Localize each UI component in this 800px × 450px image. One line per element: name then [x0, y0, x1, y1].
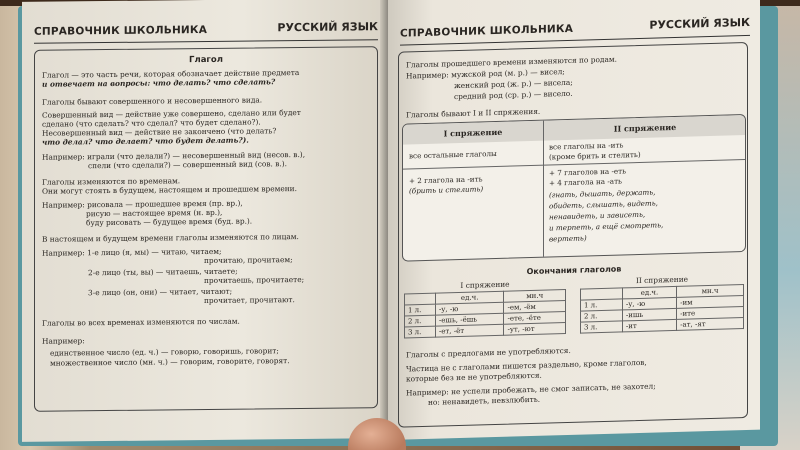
table-cell: мн.ч	[677, 285, 744, 298]
conjugation-cell: (кроме брить и стелить)	[549, 149, 641, 162]
endings-i-title: I спряжение	[460, 279, 510, 290]
table-cell: -ете, -ёте	[504, 312, 566, 325]
text-line: Совершенный вид — действие уже совершено, сделано или будет	[42, 107, 301, 120]
conjugation-table	[402, 114, 746, 262]
conjugation-cell: вертеть)	[549, 233, 587, 244]
text-line: Например: рисовала — прошедшее время (пр. вр.),	[42, 198, 243, 210]
table-cell: -ит	[622, 319, 676, 332]
text-line: женский род (ж. р.) — висела;	[454, 77, 573, 91]
endings-ii-title: II спряжение	[635, 274, 689, 286]
text-line: и отвечает на вопросы: что делать? что сделать?	[42, 77, 276, 89]
text-line: В настоящем и будущем времени глаголы изменяются по лицам.	[42, 232, 299, 244]
conjugation-cell: + 2 глагола на -ить	[409, 174, 483, 186]
table-cell: -им	[677, 296, 744, 309]
conjugation-cell: (гнать, дышать, держать,	[549, 187, 656, 200]
table-cell: -у, -ю	[435, 302, 504, 315]
table-cell: -ат, -ят	[677, 318, 744, 331]
text-line: 3-е лицо (он, они) — читает, читают;	[88, 286, 233, 298]
text-line: сделано (что сделать? что сделал? что будет сделано?).	[42, 117, 261, 129]
endings-table-ii	[580, 284, 744, 334]
table-cell: 1 л.	[405, 304, 436, 316]
text-line: Несовершенный вид — действие не закончено (что делать?	[42, 126, 277, 138]
text-line: буду рисовать — будущее время (буд. вр.).	[86, 216, 253, 228]
table-cell: -ишь	[622, 308, 676, 321]
table-cell: 2 л.	[405, 315, 436, 327]
text-line: прочитаю, прочитаем;	[204, 255, 293, 266]
text-line: 2-е лицо (ты, вы) — читаешь, читаете;	[88, 266, 238, 278]
text-line: Например:	[42, 336, 85, 346]
table-cell: 1 л.	[581, 299, 623, 311]
right-header	[400, 15, 750, 46]
left-header	[34, 22, 378, 44]
text-line: что делал? что делает? что будет делать?).	[42, 135, 249, 147]
conjugation-cell: все остальные глаголы	[409, 148, 497, 161]
table-cell: -ет, -ёт	[435, 324, 504, 337]
text-line: единственное число (ед. ч.) — говорю, говоришь, говорит;	[50, 346, 279, 358]
conjugation-cell: ненавидеть, и зависеть,	[549, 209, 646, 222]
table-cell: -ите	[677, 307, 744, 320]
text-line: рисую — настоящее время (н. вр.),	[86, 207, 223, 219]
conjugation-intro: Глаголы бывают I и II спряжения.	[406, 106, 541, 120]
conjugation-cell: и терпеть, а ещё смотреть,	[549, 220, 664, 233]
table-divider	[543, 121, 544, 259]
text-line: прочитаешь, прочитаете;	[204, 274, 305, 286]
endings-table-i	[404, 289, 566, 339]
text-line: средний род (ср. р.) — висело.	[454, 88, 573, 102]
text-line: Глагол — это часть речи, которая обозначает действие предмета	[42, 68, 300, 80]
text-line: Например: 1-е лицо (я, мы) — читаю, читаем;	[42, 246, 222, 258]
conjugation-cell: (брить и стелить)	[409, 184, 484, 196]
text-line: Глаголы бывают совершенного и несовершенного вида.	[42, 95, 263, 107]
text-line: которые без не не употребляются.	[406, 370, 542, 384]
table-cell	[405, 293, 436, 305]
text-line: Они могут стоять в будущем, настоящем и прошедшем времени.	[42, 184, 297, 196]
conjugation-cell: + 4 глагола на -ать	[549, 176, 622, 188]
table-cell: -ут, -ют	[504, 323, 566, 336]
left-page	[22, 0, 388, 442]
text-line: но: ненавидеть, невзлюбить.	[428, 394, 541, 407]
table-cell: -ем, -ём	[504, 301, 566, 314]
text-line: Глаголы прошедшего времени изменяются по родам.	[406, 54, 617, 70]
table-cell: 3 л.	[581, 321, 623, 333]
table-cell: -у, -ю	[622, 297, 676, 310]
text-line: прочитает, прочитают.	[204, 295, 295, 306]
conjugation-cell: + 7 глаголов на -еть	[549, 166, 627, 178]
text-line: Например: играли (что делали?) — несовершенный вид (несов. в.),	[42, 149, 306, 162]
text-line: Глаголы во всех временах изменяются по числам.	[42, 316, 240, 328]
table-cell: -ешь, -ёшь	[435, 313, 504, 326]
table-cell: ед.ч.	[622, 286, 676, 299]
text-line: Глаголы с предлогами не употребляются.	[406, 345, 571, 360]
right-header-subject: РУССКИЙ ЯЗЫК	[649, 15, 750, 32]
right-header-title: СПРАВОЧНИК ШКОЛЬНИКА	[400, 22, 574, 40]
endings-title: Окончания глаголов	[526, 264, 622, 277]
left-header-subject: РУССКИЙ ЯЗЫК	[277, 20, 378, 35]
conjugation-cell: все глаголы на -ить	[549, 140, 624, 152]
conjugation-header-ii: II спряжение	[613, 121, 677, 134]
conjugation-cell: обидеть, слышать, видеть,	[549, 198, 658, 211]
text-line: множественное число (мн. ч.) — говорим, говорите, говорят.	[50, 356, 290, 368]
text-line: Частица не с глаголами пишется раздельно, кроме глаголов,	[406, 357, 647, 374]
text-line: спели (что сделали?) — совершенный вид (сов. в.).	[88, 159, 287, 171]
text-line: Например: не успели пробежать, не смог записать, не захотел;	[406, 381, 656, 398]
topic-title: Глагол	[189, 54, 223, 66]
conjugation-header-i: I спряжение	[443, 126, 503, 139]
text-line: Глаголы изменяются по временам.	[42, 176, 181, 187]
right-page	[388, 0, 760, 440]
text-line: Например: мужской род (м. р.) — висел;	[406, 67, 565, 81]
left-header-title: СПРАВОЧНИК ШКОЛЬНИКА	[34, 23, 208, 38]
table-cell: 3 л.	[405, 326, 436, 338]
table-cell: ед.ч.	[435, 291, 504, 304]
table-cell: мн.ч	[504, 290, 566, 303]
table-cell: 2 л.	[581, 310, 623, 322]
